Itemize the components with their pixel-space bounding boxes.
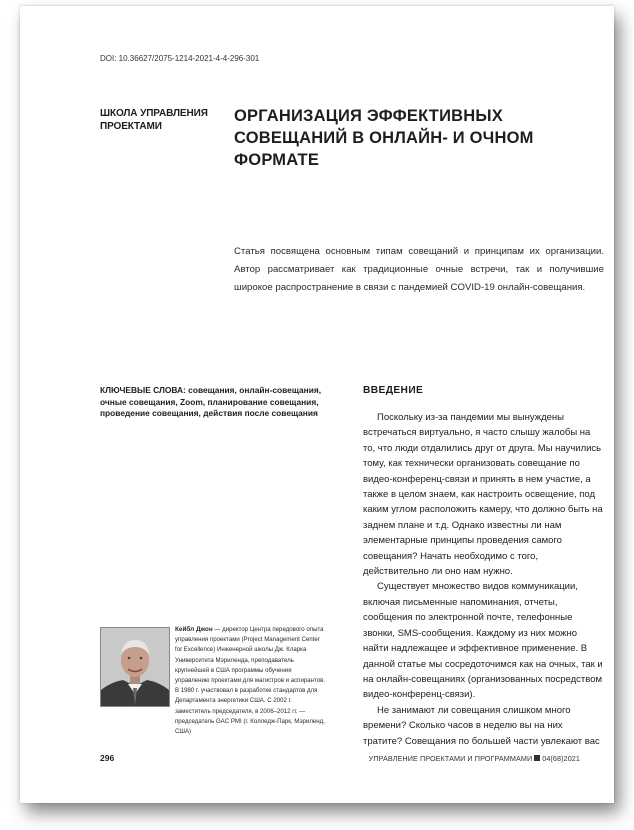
abstract: Статья посвящена основным типам совещаний и принципам их организации. Автор рассматривает как традиционные очные встречи, так и получившие широкое распространение в связи с пандемией COVID-19 онлайн-совещания. xyxy=(234,246,604,293)
page-number: 296 xyxy=(100,753,115,763)
keywords-label: КЛЮЧЕВЫЕ СЛОВА: xyxy=(100,385,186,395)
paragraph: Поскольку из-за пандемии мы вынуждены встречаться виртуально, я часто слышу жалобы на то, что люди отдалились друг от друга. Мы научились тому, как технически организовать совещание по видео-конференц-связи и принять в нем участие, а также в целом знаем, как настроить освещение, под каким углом расположить камеру, что должно быть на заднем плане и т.д. Однако известны ли нам элементарные принципы проведения самого совещания? Начать необходимо с того, действительно ли оно нам нужно. xyxy=(363,412,603,578)
author-bio-text: — директор Центра передового опыта управления проектами (Project Management Center for Excellence) Инженерной школы Дж. Кларка Университета Мэриленда, преподаватель крупнейшей в США программы обучения управлению проектами для магистров и аспирантов. В 1980 г. участвовал в разработке стандартов для Департамента энергетики США. С 2002 г. заместитель председателя, в 2006–2012 гг. — председатель GAC PMI (г. Колледж-Парк, Мэриленд, США) xyxy=(175,626,326,736)
section-heading: ВВЕДЕНИЕ xyxy=(363,385,424,396)
author-bio xyxy=(175,625,327,737)
keywords-text: совещания, онлайн-совещания, очные совещания, Zoom, планирование совещания, проведение совещания, действия после совещания xyxy=(100,385,322,418)
paragraph: Не занимают ли совещания слишком много времени? Сколько часов в неделю вы на них тратите? Совещания по большей части увлекают вас xyxy=(363,704,600,747)
square-separator-icon xyxy=(534,755,540,761)
article-title: ОРГАНИЗАЦИЯ ЭФФЕКТИВНЫХ СОВЕЩАНИЙ В ОНЛАЙН- И ОЧНОМ ФОРМАТЕ xyxy=(234,107,534,169)
journal-page xyxy=(20,6,614,803)
journal-name: УПРАВЛЕНИЕ ПРОЕКТАМИ И ПРОГРАММАМИ xyxy=(368,754,533,763)
keywords xyxy=(100,385,330,420)
issue-number: 04(68)2021 xyxy=(542,754,580,763)
doi: DOI: 10.36627/2075-1214-2021-4-4-296-301 xyxy=(100,54,260,63)
author-photo xyxy=(100,627,170,707)
footer xyxy=(369,754,580,763)
section-label: ШКОЛА УПРАВЛЕНИЯ ПРОЕКТАМИ xyxy=(100,108,208,132)
paragraph: Существует множество видов коммуникации, включая письменные напоминания, отчеты, сообщения по электронной почте, телефонные звонки, SMS-сообщения. Каждому из них можно найти надлежащее и эффективное применение. В данной статье мы сосредоточимся как на очных, так и на онлайн-совещаниях (организованных посредством видео-конференц-связи). xyxy=(363,581,603,701)
body-text xyxy=(363,410,603,747)
author-portrait-icon xyxy=(101,628,169,706)
author-name: Кейбл Джон xyxy=(175,626,213,633)
